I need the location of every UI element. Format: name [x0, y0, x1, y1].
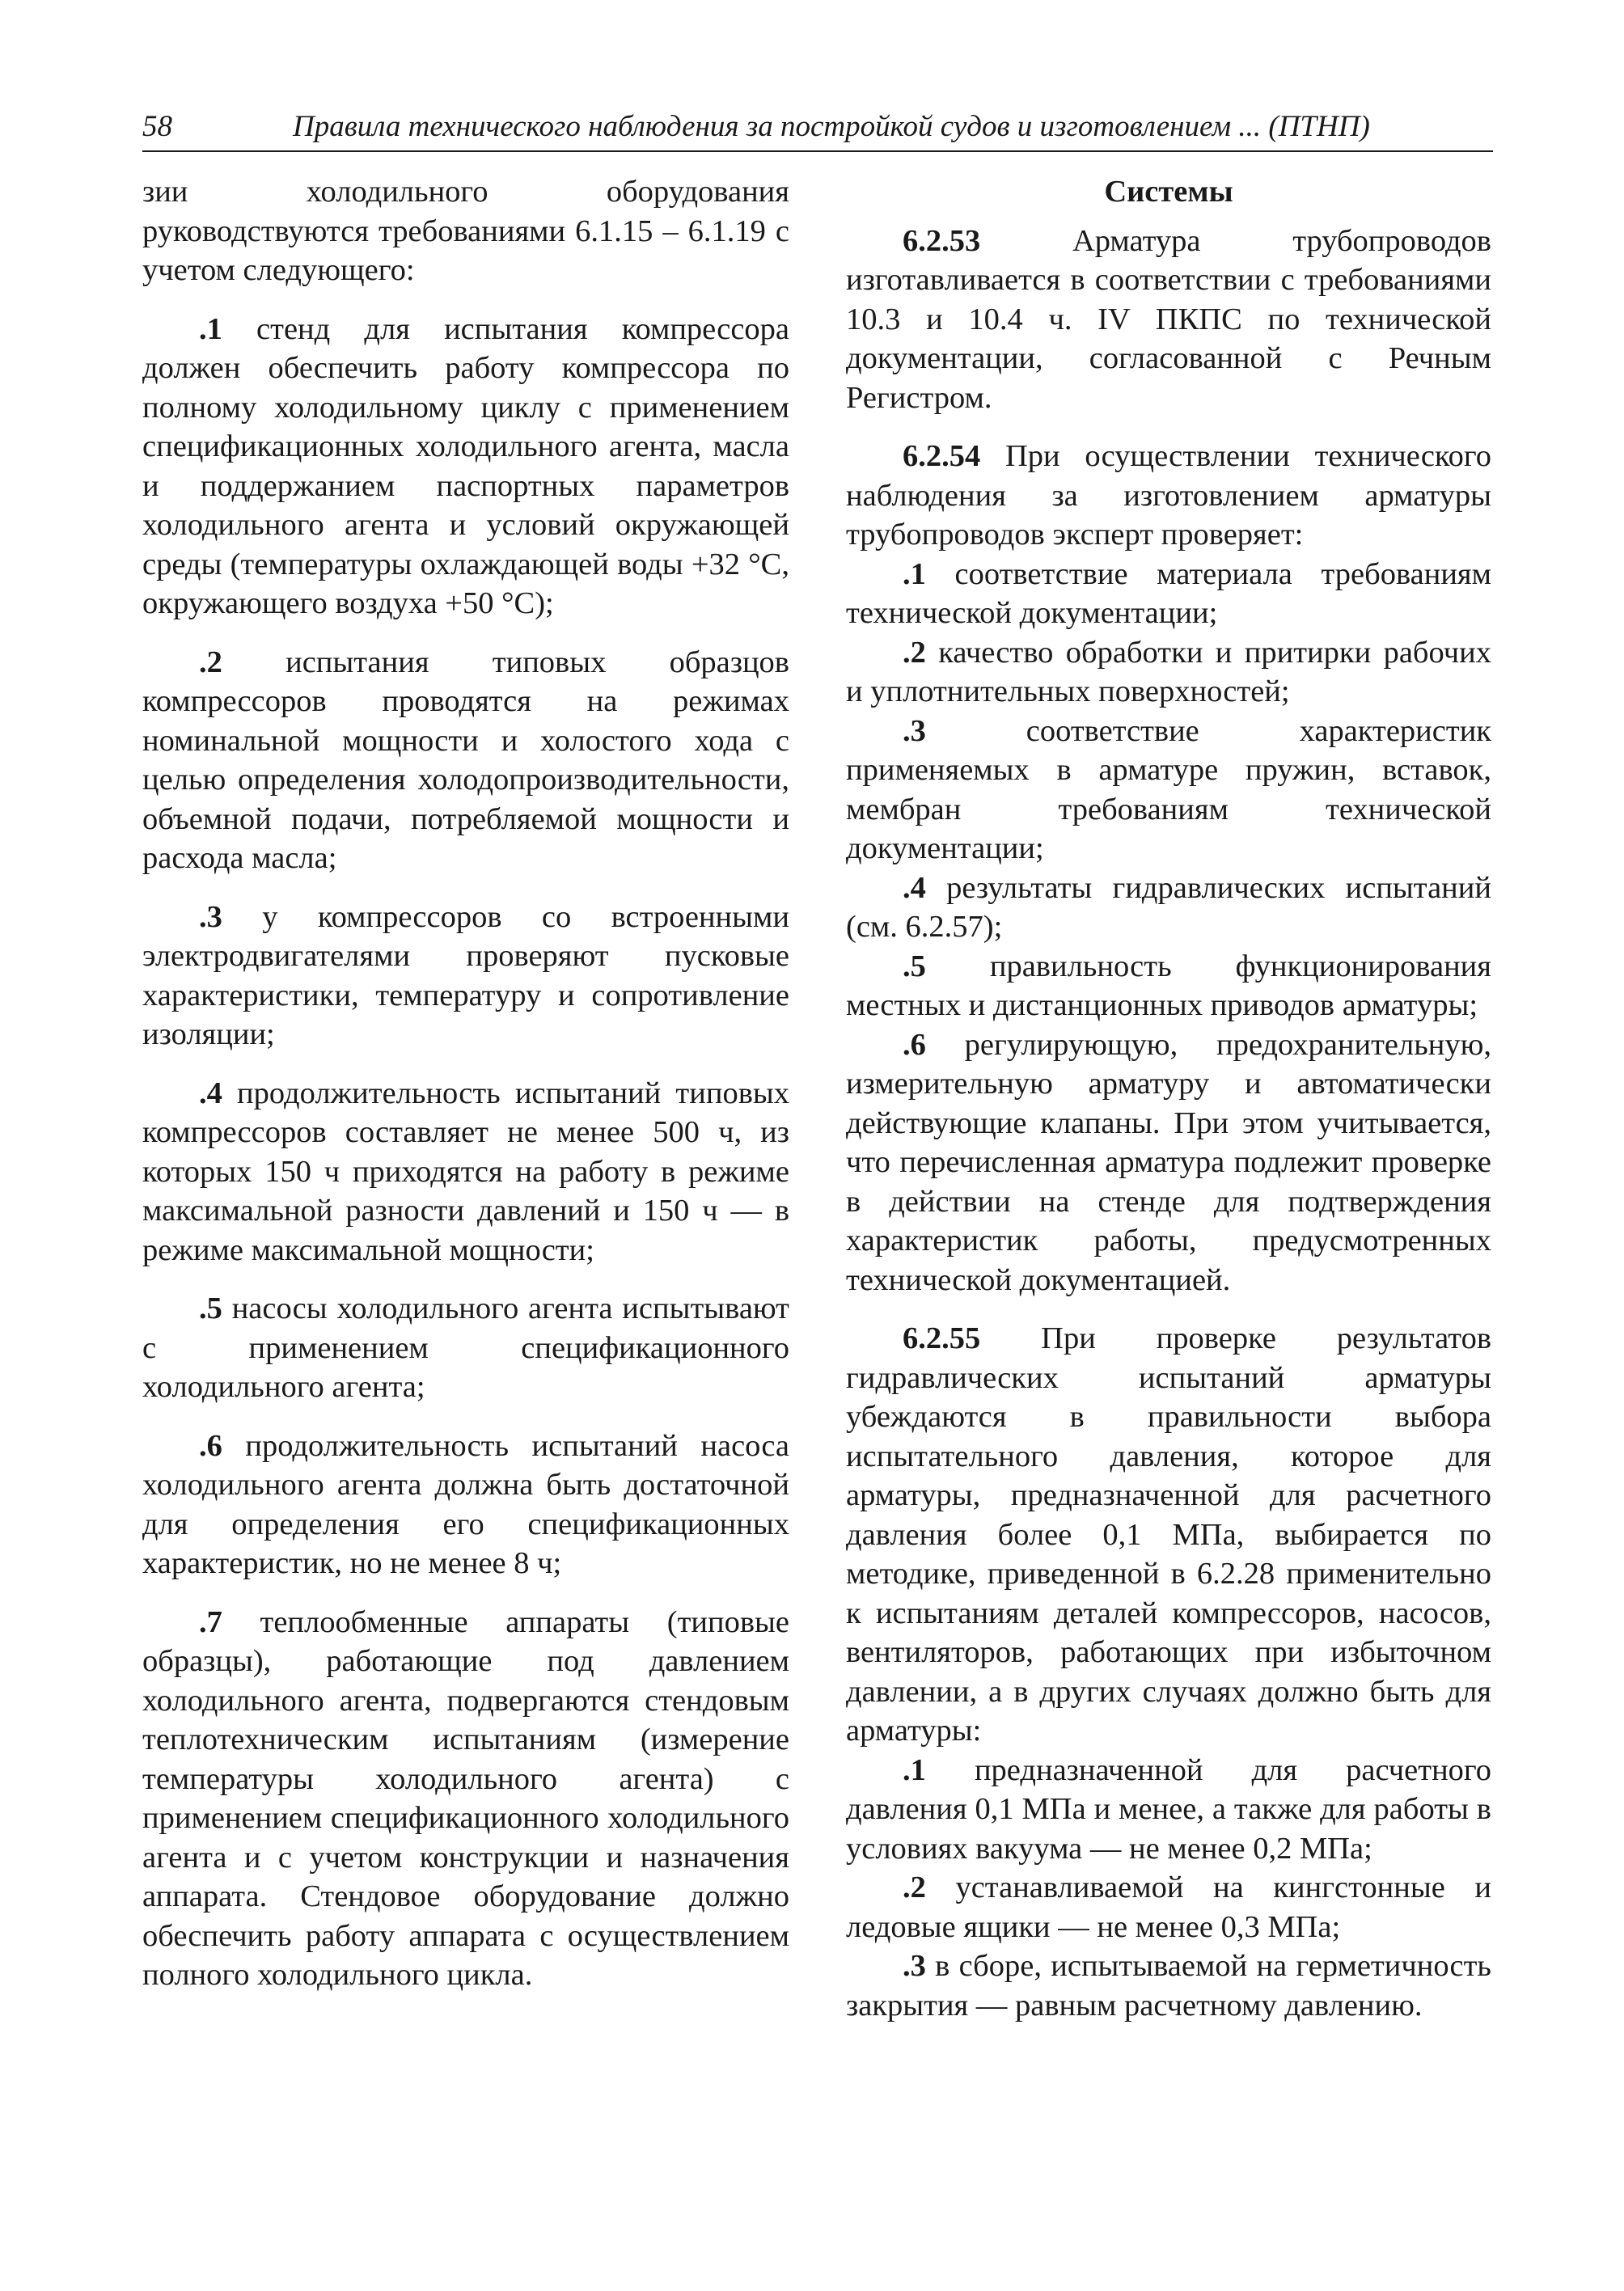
item-text: соответствие материала требованиям технической документации;	[846, 556, 1491, 630]
right-column	[846, 172, 1491, 2025]
running-header	[142, 104, 1493, 152]
item-text: устанавливаемой на кингстонные и ледовые ящики — не менее 0,3 МПа;	[846, 1870, 1492, 1944]
page-number: 58	[142, 110, 172, 143]
item-text: в сборе, испытываемой на герметичность закрытия — равным расчетному давлению.	[846, 1949, 1491, 2023]
section-heading: Системы	[1104, 175, 1233, 209]
item-text: продолжительность испытаний типовых компрессоров составляет не менее 500 ч, из которых 150 ч приходятся на работу в режиме максимальной разности давлений и 150 ч — в режиме максимальной мощности;	[142, 1076, 789, 1267]
item-text: у компрессоров со встроенными электродвигателями проверяют пусковые характеристики, температуру и сопротивление изоляции;	[142, 899, 789, 1051]
list-item	[142, 310, 789, 623]
item-text: теплообменные аппараты (типовые образцы), работающие под давлением холодильного агента, подвергаются стендовым теплотехническим испытаниям (измерение температуры холодильного агента) с применением спецификационного холодильного агента и с учетом конструкции и назначения аппарата. Стендовое оборудование должно обеспечить работу аппарата с осуществлением полного холодильного цикла.	[142, 1604, 789, 1992]
list-item	[846, 633, 1491, 712]
clause-text: Арматура трубопроводов изготавливается в соответствии с требованиями 10.3 и 10.4 ч. IV ПКПС по технической документации, согласованной с Речным Регистром.	[846, 223, 1491, 415]
intro-paragraph: зии холодильного оборудования руководствуются требованиями 6.1.15 – 6.1.19 с учетом следующего:	[142, 175, 789, 287]
item-text: насосы холодильного агента испытывают с применением спецификационного холодильного агента;	[142, 1291, 789, 1404]
item-number: .2	[903, 635, 926, 670]
item-number: .4	[903, 870, 926, 905]
item-text: правильность функционирования местных и дистанционных приводов арматуры;	[846, 949, 1491, 1022]
list-item	[142, 1603, 789, 1995]
item-number: .3	[903, 713, 926, 748]
list-item	[846, 712, 1491, 869]
item-number: .3	[199, 899, 222, 934]
item-text: соответствие характеристик применяемых в арматуре пружин, вставок, мембран требованиям технической документации;	[846, 713, 1491, 865]
item-text: результаты гидравлических испытаний (см. 6.2.57);	[846, 870, 1491, 944]
clause-text: При проверке результатов гидравлических испытаний арматуры убеждаются в правильности выбора испытательного давления, которое для арматуры, предназначенной для расчетного давления более 0,1 МПа, выбирается по методике, приведенной в 6.2.28 применительно к испытаниям деталей компрессоров, насосов, вентиляторов, работающих при избыточном давлении, а в других случаях должно быть для арматуры:	[846, 1321, 1492, 1748]
list-item	[142, 1289, 789, 1407]
list-item	[846, 1868, 1491, 1947]
clause-number: 6.2.55	[903, 1321, 981, 1355]
list-item	[142, 643, 789, 878]
clause-6-2-54	[846, 437, 1491, 555]
item-number: .4	[199, 1076, 222, 1110]
item-number: .1	[903, 1752, 926, 1787]
item-number: .2	[199, 645, 222, 679]
item-number: .5	[199, 1291, 222, 1325]
list-item	[846, 869, 1491, 947]
list-item	[846, 1751, 1491, 1869]
item-text: продолжительность испытаний насоса холодильного агента должна быть достаточной для определения его спецификационных характеристик, но не менее 8 ч;	[142, 1428, 790, 1580]
clause-text: При осуществлении технического наблюдения за изготовлением арматуры трубопроводов эксперт проверяет:	[846, 439, 1492, 552]
item-number: .1	[199, 311, 222, 346]
item-text: испытания типовых образцов компрессоров проводятся на режимах номинальной мощности и холостого хода с целью определения холодопроизводительности, объемной подачи, потребляемой мощности и расхода масла;	[142, 645, 789, 875]
item-number: .6	[903, 1027, 926, 1062]
clause-number: 6.2.53	[903, 223, 981, 258]
clause-6-2-53	[846, 222, 1491, 418]
list-item	[846, 1947, 1491, 2025]
item-number: .6	[199, 1428, 222, 1463]
running-title: Правила технического наблюдения за постройкой судов и изготовлением ... (ПТНП)	[293, 110, 1370, 143]
item-text: предназначенной для расчетного давления 0,1 МПа и менее, а также для работы в условиях вакуума — не менее 0,2 МПа;	[846, 1752, 1492, 1866]
item-number: .5	[903, 949, 926, 983]
item-text: качество обработки и притирки рабочих и уплотнительных поверхностей;	[846, 635, 1491, 708]
list-item	[142, 898, 789, 1055]
clause-6-2-55	[846, 1319, 1491, 1751]
item-number: .3	[903, 1949, 926, 1983]
left-column	[142, 172, 789, 1995]
list-item	[846, 947, 1491, 1025]
item-text: стенд для испытания компрессора должен обеспечить работу компрессора по полному холодильному циклу с применением спецификационных холодильного агента, масла и поддержанием паспортных параметров холодильного агента и условий окружающей среды (температуры охлаждающей воды +32 °С, окружающего воздуха +50 °С);	[142, 311, 789, 620]
list-item	[846, 1025, 1491, 1300]
list-item	[142, 1427, 789, 1583]
item-number: .1	[903, 556, 926, 591]
item-number: .7	[199, 1604, 222, 1639]
item-text: регулирующую, предохранительную, измерительную арматуру и автоматически действующие клапаны. При этом учитывается, что перечисленная арматура подлежит проверке в действии на стенде для подтверждения характеристик работы, предусмотренных технической документацией.	[846, 1027, 1492, 1297]
item-number: .2	[903, 1870, 926, 1904]
list-item	[846, 555, 1491, 633]
clause-number: 6.2.54	[903, 439, 981, 473]
list-item	[142, 1074, 789, 1270]
